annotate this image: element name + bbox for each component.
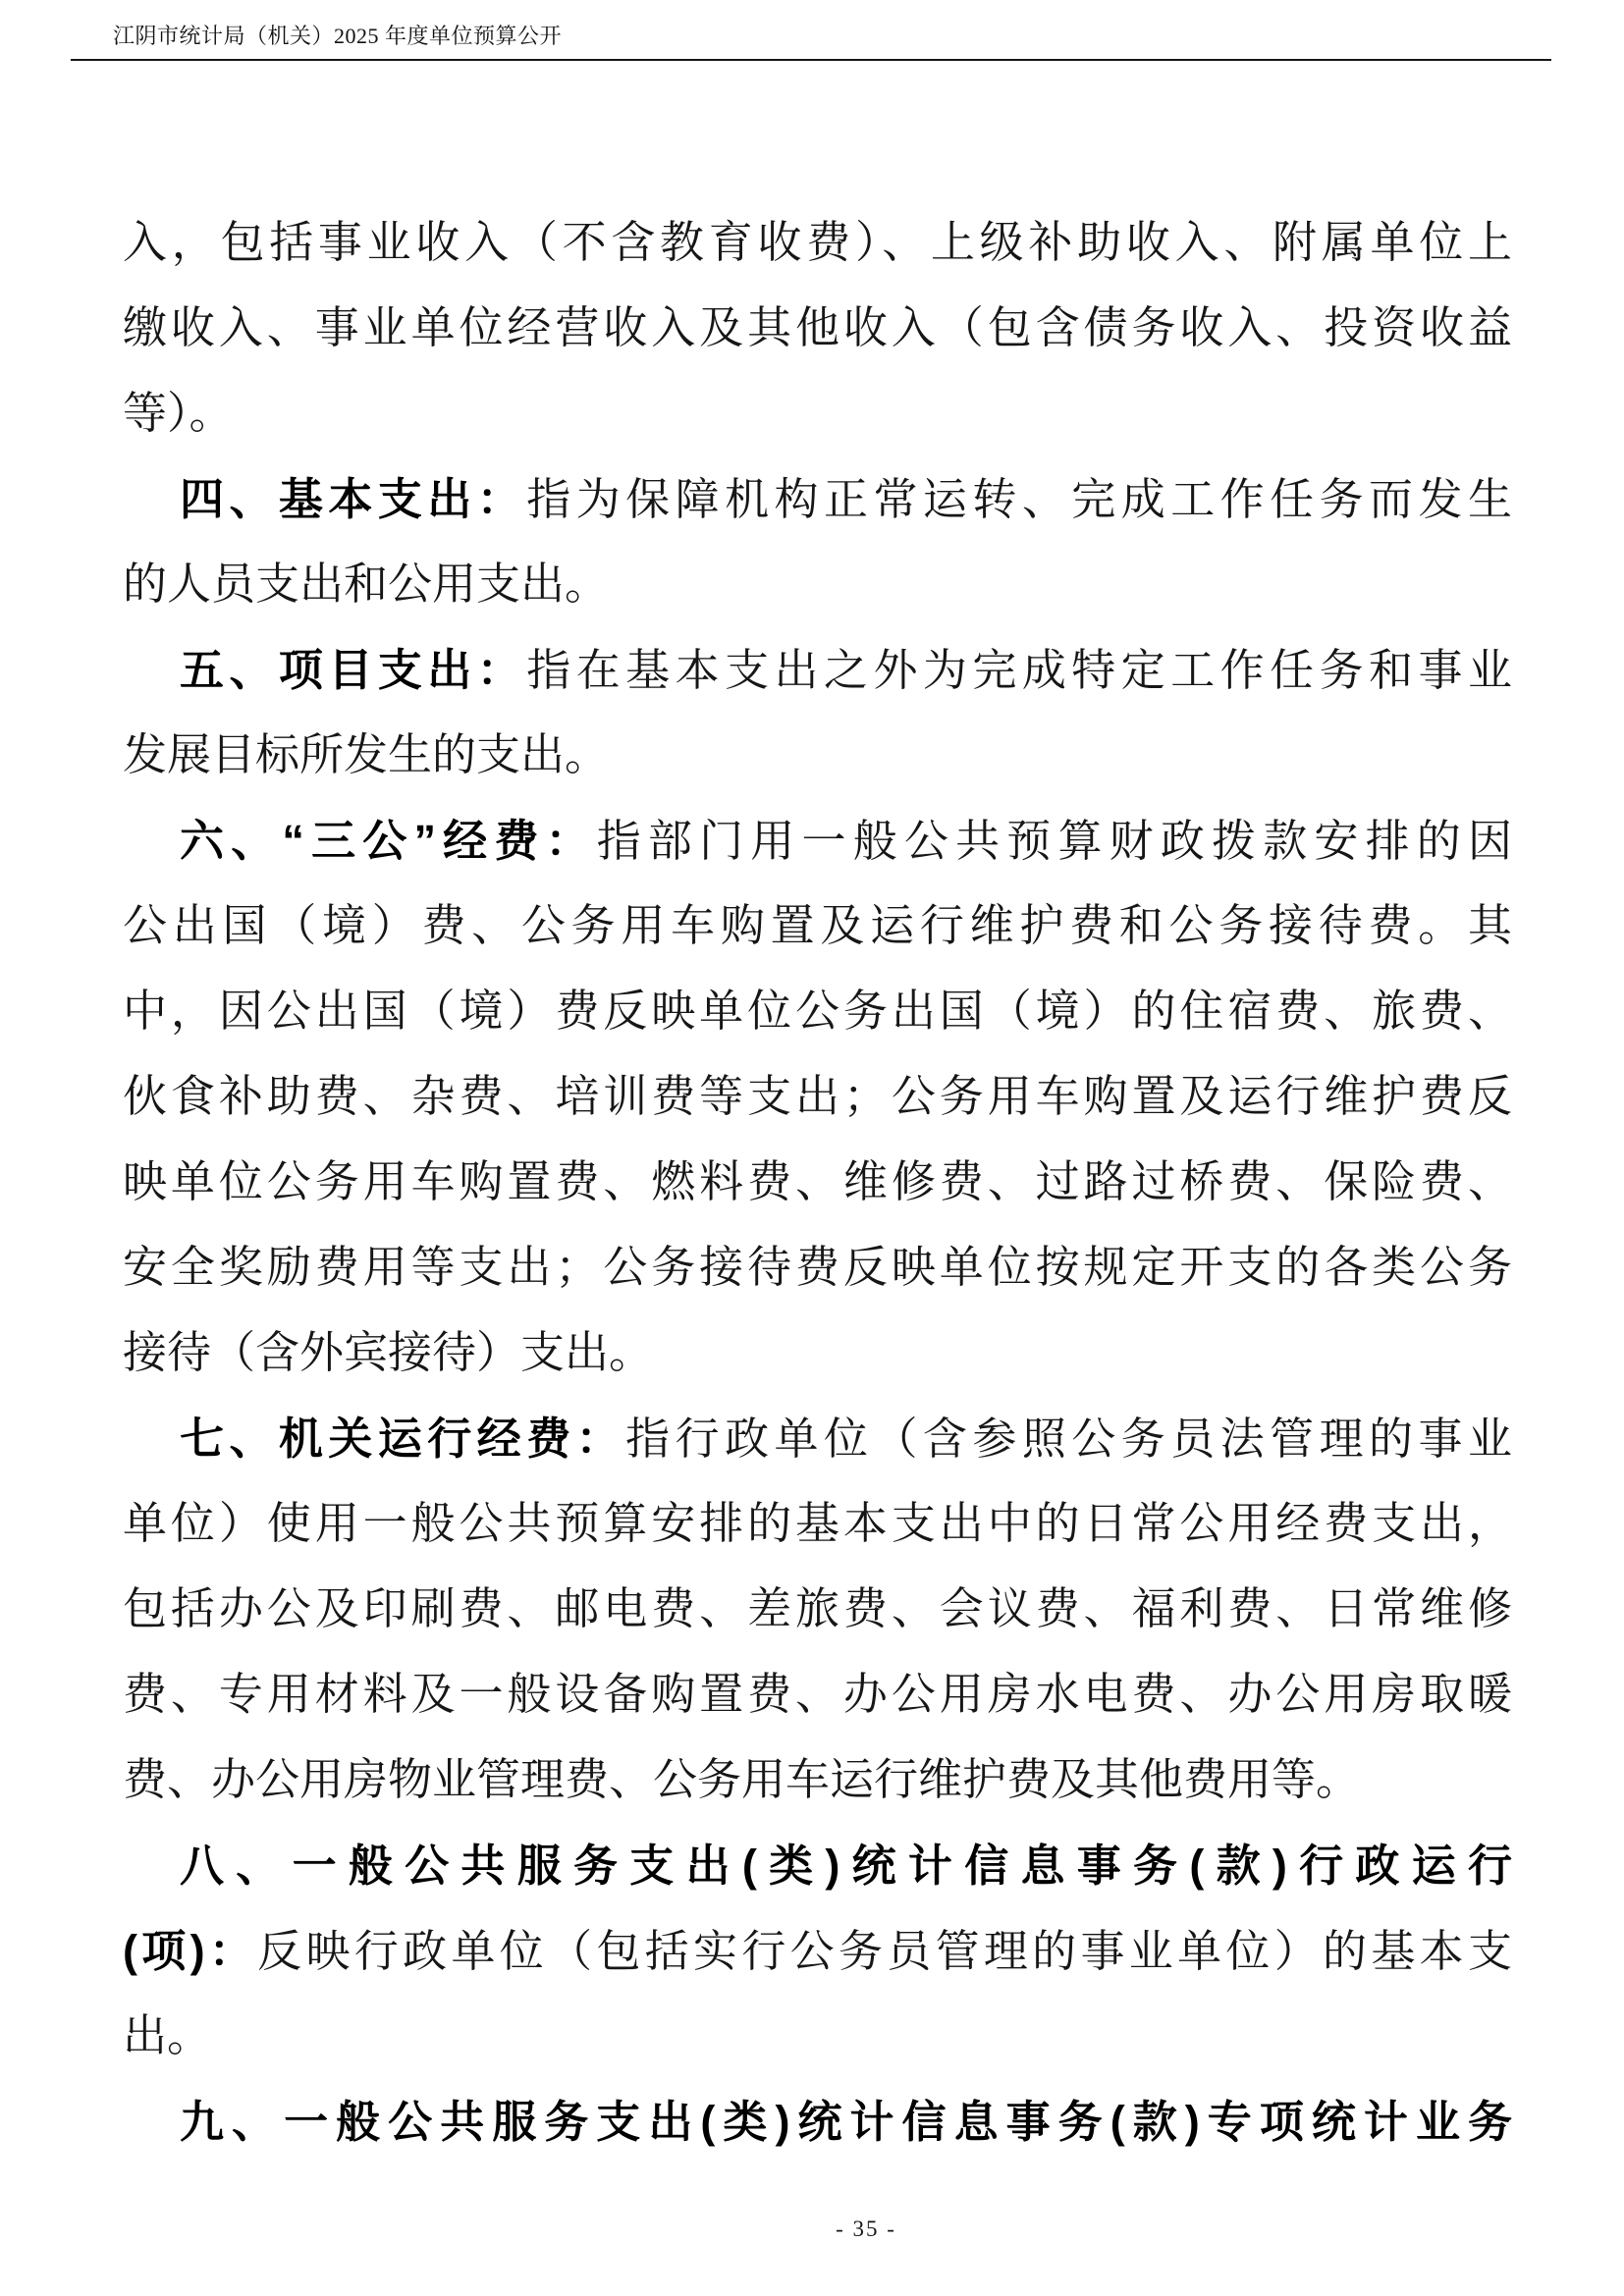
text-run: 单位）使用一般公共预算安排的基本支出中的日常公用经费支出， (123, 1499, 1512, 1548)
text-line (123, 1481, 1512, 1567)
text-run: 的人员支出和公用支出。 (123, 560, 610, 609)
text-run: 安全奖励费用等支出；公务接待费反映单位按规定开支的各类公务 (123, 1243, 1512, 1292)
text-line (123, 286, 1512, 371)
text-run: 发展目标所发生的支出。 (123, 730, 610, 779)
text-run: 等）。 (123, 389, 234, 438)
text-line (123, 542, 1512, 627)
heading-run: (项)： (123, 1926, 258, 1976)
text-line (123, 456, 1512, 542)
text-line (123, 1140, 1512, 1225)
text-line (123, 1054, 1512, 1140)
text-line (123, 1652, 1512, 1737)
text-run: 包括办公及印刷费、邮电费、差旅费、会议费、福利费、日常维修 (123, 1584, 1512, 1633)
text-run: 指在基本支出之外为完成特定工作任务和事业 (526, 646, 1512, 695)
text-run: 反映行政单位（包括实行公务员管理的事业单位）的基本支 (257, 1927, 1512, 1976)
header-title: 江阴市统计局（机关）2025 年度单位预算公开 (113, 24, 563, 48)
page-number: - 35 - (836, 2216, 896, 2241)
text-line (123, 883, 1512, 969)
heading-run: 四、基本支出： (180, 474, 527, 524)
text-run: 指行政单位（含参照公务员法管理的事业 (625, 1415, 1512, 1464)
text-run: 指部门用一般公共预算财政拨款安排的因 (596, 817, 1512, 866)
text-line (123, 1994, 1512, 2079)
heading-run: 八、一般公共服务支出(类)统计信息事务(款)行政运行 (180, 1841, 1512, 1891)
text-run: 中，因公出国（境）费反映单位公务出国（境）的住宿费、旅费、 (123, 987, 1512, 1036)
text-run: 出。 (123, 2011, 212, 2060)
heading-run: 七、机关运行经费： (180, 1414, 626, 1464)
heading-run: 六、“三公”经费： (180, 816, 597, 866)
text-line (123, 1567, 1512, 1652)
text-run: 指为保障机构正常运转、完成工作任务而发生 (526, 475, 1512, 524)
text-run: 费、专用材料及一般设备购置费、办公用房水电费、办公用房取暖 (123, 1670, 1512, 1719)
heading-run: 五、项目支出： (180, 645, 527, 695)
text-line (123, 2079, 1512, 2164)
text-line (123, 1737, 1512, 1823)
text-line (123, 969, 1512, 1054)
text-line (123, 713, 1512, 798)
text-run: 缴收入、事业单位经营收入及其他收入（包含债务收入、投资收益 (123, 303, 1512, 352)
text-line (123, 200, 1512, 286)
text-line (123, 798, 1512, 883)
text-line (123, 1396, 1512, 1481)
text-line (123, 627, 1512, 713)
text-run: 费、办公用房物业管理费、公务用车运行维护费及其他费用等。 (123, 1755, 1361, 1804)
text-run: 公出国（境）费、公务用车购置及运行维护费和公务接待费。其 (123, 901, 1512, 950)
text-run: 接待（含外宾接待）支出。 (123, 1328, 654, 1377)
text-run: 入，包括事业收入（不含教育收费）、上级补助收入、附属单位上 (123, 218, 1512, 267)
text-line (123, 1225, 1512, 1310)
text-run: 映单位公务用车购置费、燃料费、维修费、过路过桥费、保险费、 (123, 1157, 1512, 1206)
text-run: 伙食补助费、杂费、培训费等支出；公务用车购置及运行维护费反 (123, 1072, 1512, 1121)
page-footer (54, 2215, 1624, 2244)
heading-run: 九、一般公共服务支出(类)统计信息事务(款)专项统计业务 (180, 2097, 1512, 2147)
text-line (123, 371, 1512, 456)
text-line (123, 1310, 1512, 1396)
text-line (123, 1908, 1512, 1994)
text-line (123, 1823, 1512, 1908)
page-header (71, 0, 1551, 61)
document-body (123, 200, 1512, 2164)
